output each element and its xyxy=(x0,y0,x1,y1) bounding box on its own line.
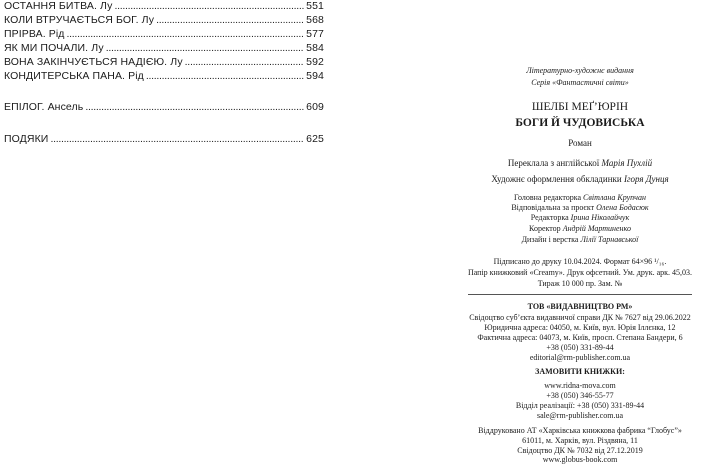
credit-line xyxy=(440,213,720,222)
cover-line xyxy=(440,174,720,184)
order-line[interactable]: sale@rm-publisher.com.ua xyxy=(536,411,623,420)
toc-leader xyxy=(85,101,304,113)
book-subtitle: Роман xyxy=(568,138,592,148)
credit-line xyxy=(440,224,720,233)
toc-title: ЯК МИ ПОЧАЛИ. Лу xyxy=(4,42,104,54)
book-title: БОГИ Й ЧУДОВИСЬКА xyxy=(515,117,645,129)
toc-page: 592 xyxy=(306,56,324,68)
toc-page: 577 xyxy=(306,28,324,40)
toc-title: ПРІРВА. Рід xyxy=(4,28,65,40)
toc-page: 594 xyxy=(306,70,324,82)
printer-line: Віддруковано АТ «Харківська книжкова фабрика “Глобус”» xyxy=(478,426,682,435)
print-line: Підписано до друку 10.04.2024. Формат 64×96 ¹/₁₆. xyxy=(493,257,667,266)
credit-label: Відповідальна за проєкт xyxy=(511,203,595,212)
credit-label: Головна редакторка xyxy=(514,193,582,202)
printer-line: Свідоцтво ДК № 7032 від 27.12.2019 xyxy=(517,446,643,455)
credit-name: Андрій Мартиненко xyxy=(562,224,631,233)
credit-name: Олена Бодасюк xyxy=(596,203,649,212)
credit-label: Редакторка xyxy=(530,213,569,222)
credit-name: Лілії Тарнавської xyxy=(580,235,639,244)
credit-name: Світлана Крупчан xyxy=(583,193,646,202)
toc-leader xyxy=(146,70,304,82)
toc-leader xyxy=(114,0,304,12)
publisher-name: ТОВ «ВИДАВНИЦТВО РМ» xyxy=(527,302,633,311)
toc-page: 568 xyxy=(306,14,324,26)
order-line[interactable]: www.ridna-mova.com xyxy=(544,381,616,390)
print-line: Папір книжковий «Creamy». Друк офсетний. Ум. друк. арк. 45,03. xyxy=(467,268,693,277)
toc-title: ПОДЯКИ xyxy=(4,133,49,145)
publisher-line: Фактична адреса: 04073, м. Київ, просп. Степана Бандери, 6 xyxy=(477,333,683,342)
cover-name: Ігоря Дунця xyxy=(623,174,669,184)
series-line: Серія «Фантастичні світи» xyxy=(531,78,629,87)
toc-entry xyxy=(4,133,324,149)
credit-name: Ірина Ніколайчук xyxy=(570,213,630,222)
publisher-line: +38 (050) 331-89-44 xyxy=(546,343,614,352)
book-author: ШЕЛБІ МЕҐ’ЮРІН xyxy=(531,101,629,113)
translator-name: Марія Пухлій xyxy=(601,158,653,168)
translator-line xyxy=(440,158,720,168)
credit-label: Коректор xyxy=(529,224,561,233)
toc-leader xyxy=(156,14,304,26)
toc-title: ОСТАННЯ БИТВА. Лу xyxy=(4,0,113,12)
toc-title: ВОНА ЗАКІНЧУЄТЬСЯ НАДІЄЮ. Лу xyxy=(4,56,183,68)
credit-line xyxy=(440,203,720,212)
publisher-line: Юридична адреса: 04050, м. Київ, вул. Юрія Іллєнка, 12 xyxy=(484,323,676,332)
toc-title: КОНДИТЕРСЬКА ПАНА. Рід xyxy=(4,70,144,82)
divider xyxy=(468,294,692,295)
toc-title: ЕПІЛОГ. Ансель xyxy=(4,101,84,113)
toc-leader xyxy=(185,56,305,68)
toc-leader xyxy=(67,28,305,40)
toc-title: КОЛИ ВТРУЧАЄТЬСЯ БОГ. Лу xyxy=(4,14,155,26)
order-heading: ЗАМОВИТИ КНИЖКИ: xyxy=(535,367,625,376)
toc-leader xyxy=(50,133,304,145)
toc-page: 625 xyxy=(306,133,324,145)
toc-entry xyxy=(4,70,324,86)
credit-line xyxy=(440,193,720,202)
order-line: +38 (050) 346-55-77 xyxy=(546,391,614,400)
printer-line: 61011, м. Харків, вул. Різдвяна, 11 xyxy=(522,436,638,445)
toc-leader xyxy=(106,42,304,54)
publisher-line: Свідоцтво суб’єкта видавничої справи ДК № 7627 від 29.06.2022 xyxy=(469,313,691,322)
toc-page: 609 xyxy=(306,101,324,113)
print-line: Тираж 10 000 пр. Зам. № xyxy=(537,279,623,288)
publisher-line: editorial@rm-publisher.com.ua xyxy=(529,353,631,362)
order-line: Відділ реалізації: +38 (050) 331-89-44 xyxy=(515,401,645,410)
credit-label: Дизайн і верстка xyxy=(521,235,579,244)
toc-page: 584 xyxy=(306,42,324,54)
printer-line[interactable]: www.globus-book.com xyxy=(542,455,618,464)
imprint xyxy=(440,0,720,464)
toc-entry xyxy=(4,101,324,117)
toc-page: 551 xyxy=(306,0,324,12)
translator-label: Переклала з англійської xyxy=(507,158,600,168)
cover-label: Художнє оформлення обкладинки xyxy=(491,174,622,184)
genre-line: Літературно-художнє видання xyxy=(526,66,634,75)
credit-line xyxy=(440,235,720,244)
